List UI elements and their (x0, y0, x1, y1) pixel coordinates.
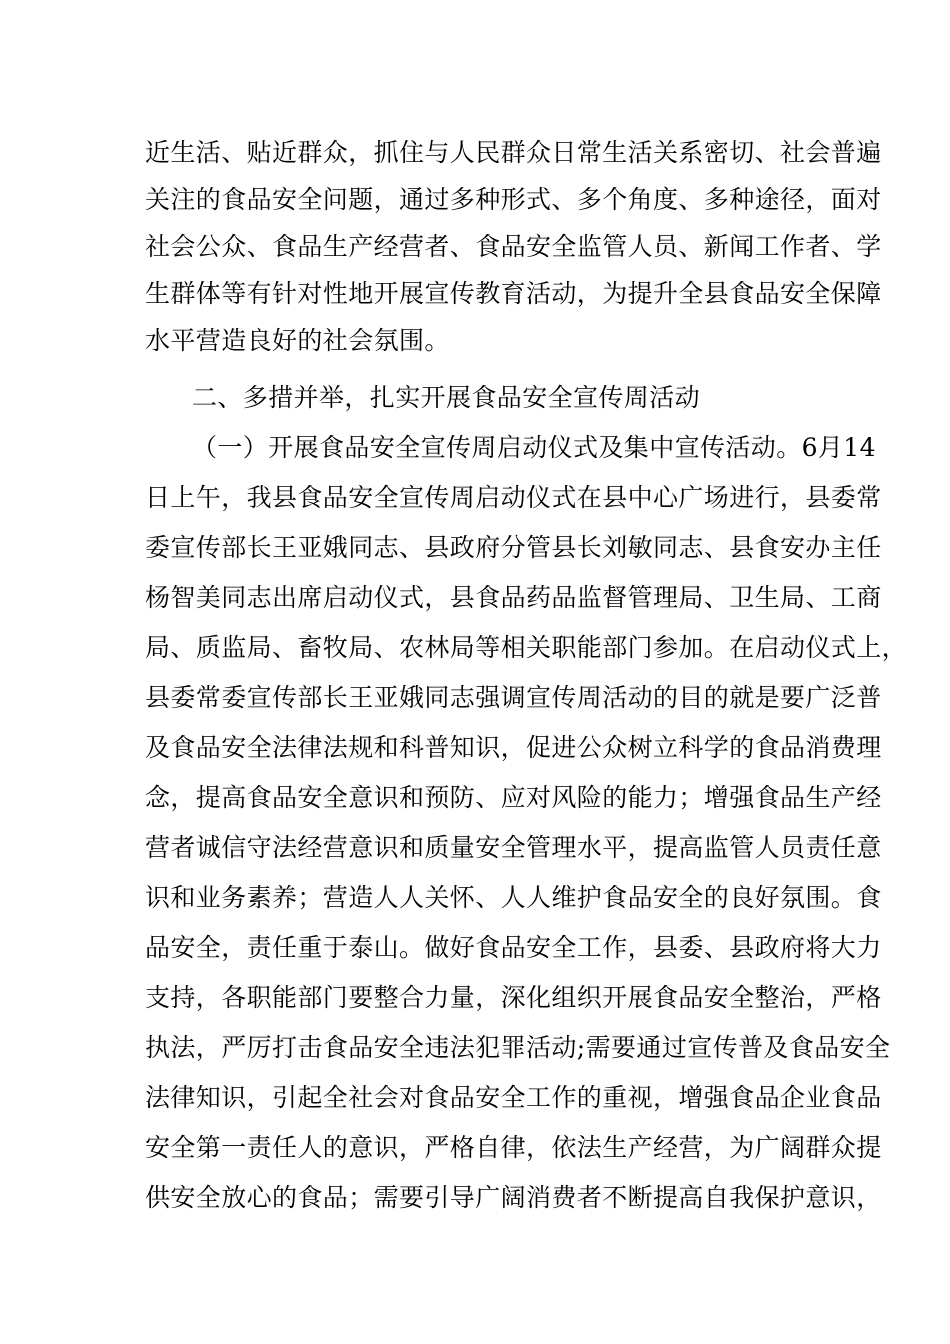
text-line: （一）开展食品安全宣传周启动仪式及集中宣传活动。6月14 (192, 433, 876, 462)
text-line: 品安全，责任重于泰山。做好食品安全工作，县委、县政府将大力 (145, 933, 882, 962)
text-line: 执法，严厉打击食品安全违法犯罪活动;需要通过宣传普及食品安全 (145, 1033, 891, 1062)
text-line: 及食品安全法律法规和科普知识，促进公众树立科学的食品消费理 (145, 733, 882, 762)
text-line: 安全第一责任人的意识，严格自律，依法生产经营，为广阔群众提 (145, 1133, 882, 1162)
text-line: 生群体等有针对性地开展宣传教育活动，为提升全县食品安全保障 (145, 279, 882, 308)
section-heading: 二、多措并举，扎实开展食品安全宣传周活动 (192, 383, 701, 412)
text-line: 营者诚信守法经营意识和质量安全管理水平，提高监管人员责任意 (145, 833, 882, 862)
text-line: 法律知识，引起全社会对食品安全工作的重视，增强食品企业食品 (145, 1083, 882, 1112)
text-line: 日上午，我县食品安全宣传周启动仪式在县中心广场进行，县委常 (145, 483, 882, 512)
text-line: 社会公众、食品生产经营者、食品安全监管人员、新闻工作者、学 (145, 232, 882, 261)
text-line: 关注的食品安全问题，通过多种形式、多个角度、多种途径，面对 (145, 185, 882, 214)
text-line: 念，提高食品安全意识和预防、应对风险的能力；增强食品生产经 (145, 783, 882, 812)
text-line: 县委常委宣传部长王亚娥同志强调宣传周活动的目的就是要广泛普 (145, 683, 882, 712)
text-line: 支持，各职能部门要整合力量，深化组织开展食品安全整治，严格 (145, 983, 882, 1012)
text-line: 水平营造良好的社会氛围。 (145, 326, 450, 355)
text-line: 供安全放心的食品；需要引导广阔消费者不断提高自我保护意识， (145, 1183, 882, 1212)
text-line: 局、质监局、畜牧局、农林局等相关职能部门参加。在启动仪式上， (145, 633, 908, 662)
text-line: 近生活、贴近群众，抓住与人民群众日常生活关系密切、社会普遍 (145, 138, 882, 167)
text-line: 委宣传部长王亚娥同志、县政府分管县长刘敏同志、县食安办主任 (145, 533, 882, 562)
text-line: 识和业务素养；营造人人关怀、人人维护食品安全的良好氛围。食 (145, 883, 882, 912)
text-line: 杨智美同志出席启动仪式，县食品药品监督管理局、卫生局、工商 (145, 583, 882, 612)
